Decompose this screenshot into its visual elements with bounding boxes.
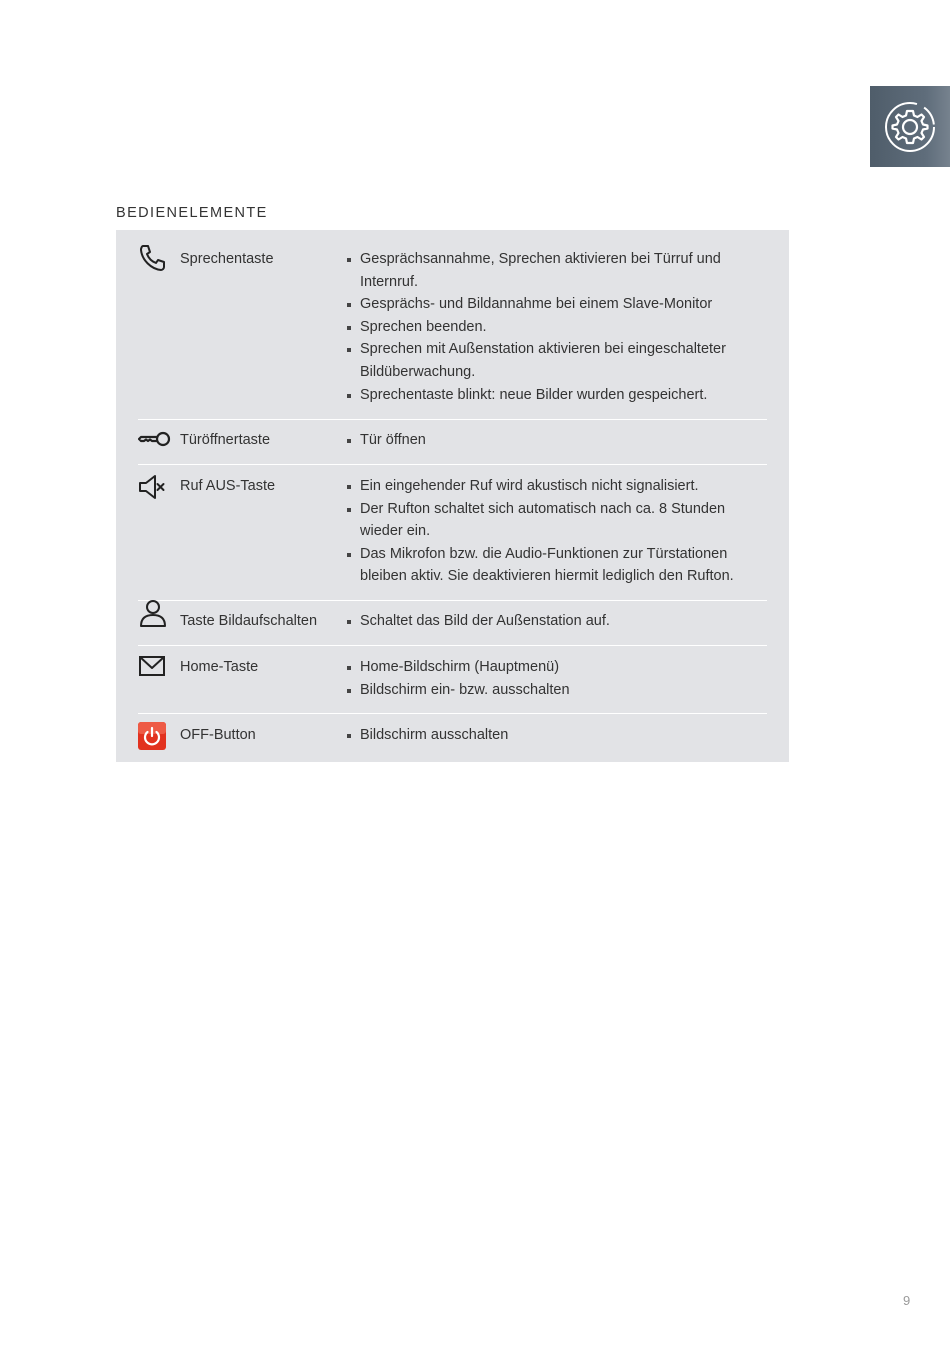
row-name: OFF-Button [180, 727, 256, 743]
row-name: Taste Bildaufschalten [180, 613, 318, 629]
row-name: Türöffnertaste [180, 432, 271, 448]
list-item: Ein eingehender Ruf wird akustisch nicht signalisiert. [346, 475, 766, 498]
gear-icon [883, 100, 937, 154]
table-row-tueroeffnertaste [138, 429, 767, 465]
row-bullets [346, 475, 766, 588]
envelope-icon [138, 651, 168, 681]
row-bullets [346, 429, 766, 452]
row-name: Ruf AUS-Taste [180, 478, 276, 494]
list-item: Bildschirm ein- bzw. ausschalten [346, 679, 766, 702]
list-item: Schaltet das Bild der Außenstation auf. [346, 610, 766, 633]
key-icon [138, 424, 172, 454]
list-item: Sprechentaste blinkt: neue Bilder wurden gespeichert. [346, 384, 766, 407]
list-item: Gesprächsannahme, Sprechen aktivieren bei Türruf und Internruf. [346, 248, 766, 293]
person-icon [138, 598, 168, 628]
section-title: BEDIENELEMENTE [116, 205, 268, 221]
list-item: Tür öffnen [346, 429, 766, 452]
controls-table [116, 230, 789, 762]
page-number: 9 [903, 1293, 911, 1308]
list-item: Gesprächs- und Bildannahme bei einem Slave-Monitor [346, 293, 766, 316]
power-icon [138, 722, 168, 752]
row-bullets [346, 724, 766, 747]
row-bullets [346, 656, 766, 701]
row-bullets [346, 248, 766, 406]
table-row-taste-bildaufschalten [138, 610, 767, 646]
speaker-mute-icon [138, 472, 168, 502]
row-bullets [346, 610, 766, 633]
table-row-off-button [138, 724, 767, 759]
phone-icon [138, 243, 168, 273]
list-item: Das Mikrofon bzw. die Audio-Funktionen zur Türstationen bleiben aktiv. Sie deaktivieren hiermit lediglich den Rufton. [346, 543, 766, 588]
table-row-ruf-aus-taste [138, 475, 767, 601]
list-item: Sprechen mit Außenstation aktivieren bei eingeschalteter Bildüberwachung. [346, 338, 766, 383]
list-item: Bildschirm ausschalten [346, 724, 766, 747]
list-item: Sprechen beenden. [346, 316, 766, 339]
list-item: Der Rufton schaltet sich automatisch nach ca. 8 Stunden wieder ein. [346, 498, 766, 543]
row-name: Home-Taste [180, 659, 259, 675]
table-row-home-taste [138, 656, 767, 714]
list-item: Home-Bildschirm (Hauptmenü) [346, 656, 766, 679]
row-name: Sprechentaste [180, 251, 274, 267]
settings-tab [870, 86, 950, 167]
table-row-sprechentaste [138, 248, 767, 420]
